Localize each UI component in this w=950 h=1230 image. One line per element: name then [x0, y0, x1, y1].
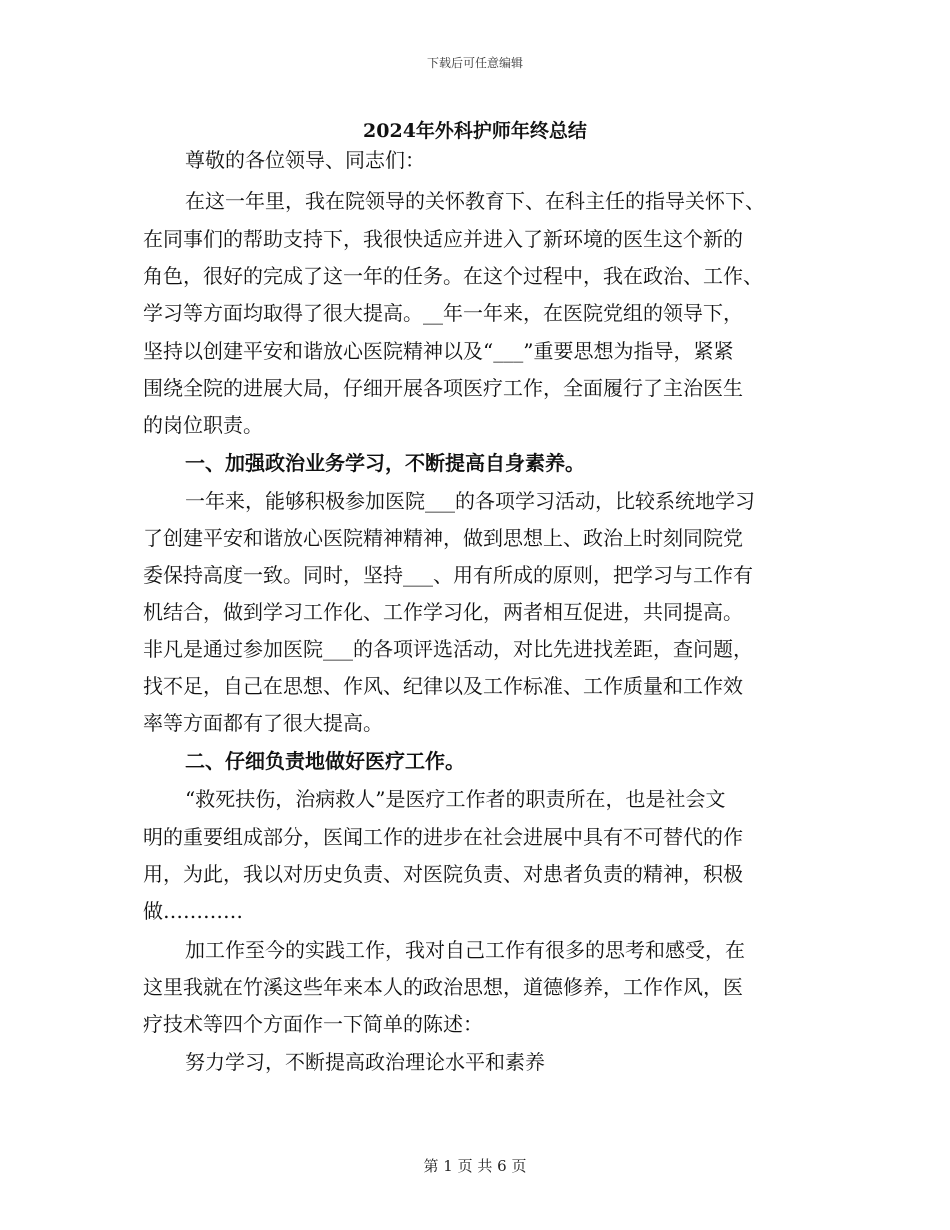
body-line: 围绕全院的进展大局，仔细开展各项医疗工作，全面履行了主治医生: [143, 376, 743, 400]
body-line: 这里我就在竹溪这些年来本人的政治思想，道德修养，工作作风，医: [143, 975, 743, 999]
body-line: 了创建平安和谐放心医院精神精神，做到思想上、政治上时刻同院党: [143, 526, 743, 550]
body-line: 学习等方面均取得了很大提高。__年一年来，在医院党组的领导下，: [143, 301, 743, 325]
body-line: “救死扶伤，治病救人”是医疗工作者的职责所在，也是社会文: [185, 787, 726, 811]
body-line: 加工作至今的实践工作，我对自己工作有很多的思考和感受，在: [185, 938, 745, 962]
body-line: 委保持高度一致。同时，坚持___、用有所成的原则，把学习与工作有: [143, 563, 753, 587]
body-line: 坚持以创建平安和谐放心医院精神以及“___”重要思想为指导，紧紧: [143, 339, 734, 363]
body-line: 在这一年里，我在院领导的关怀教育下、在科主任的指导关怀下、: [185, 189, 765, 213]
page-footer: 第 1 页 共 6 页: [423, 1157, 527, 1175]
body-line: 努力学习，不断提高政治理论水平和素养: [185, 1050, 545, 1074]
section-heading-1: 一、加强政治业务学习，不断提高自身素养。: [185, 451, 585, 475]
body-line: 用，为此，我以对历史负责、对医院负责、对患者负责的精神，积极: [143, 862, 743, 886]
body-line: 非凡是通过参加医院___的各项评选活动，对比先进找差距，查问题，: [143, 637, 753, 661]
body-line: 的岗位职责。: [143, 413, 263, 437]
body-line: 找不足，自己在思想、作风、纪律以及工作标准、工作质量和工作效: [143, 674, 743, 698]
body-line: 疗技术等四个方面作一下简单的陈述：: [143, 1012, 483, 1036]
header-note: 下载后可任意编辑: [426, 56, 523, 70]
body-line: 角色，很好的完成了这一年的任务。在这个过程中，我在政治、工作、: [143, 264, 763, 288]
salutation-line: 尊敬的各位领导、同志们：: [185, 148, 425, 172]
document-title: 2024年外科护师年终总结: [363, 120, 587, 142]
body-line: 做…………: [143, 899, 243, 923]
body-line: 在同事们的帮助支持下，我很快适应并进入了新环境的医生这个新的: [143, 227, 743, 251]
body-line: 率等方面都有了很大提高。: [143, 711, 383, 735]
body-line: 明的重要组成部分，医闻工作的进步在社会进展中具有不可替代的作: [143, 825, 743, 849]
body-line: 一年来，能够积极参加医院___的各项学习活动，比较系统地学习: [185, 489, 755, 513]
body-line: 机结合，做到学习工作化、工作学习化，两者相互促进，共同提高。: [143, 600, 743, 624]
section-heading-2: 二、仔细负责地做好医疗工作。: [185, 749, 465, 773]
